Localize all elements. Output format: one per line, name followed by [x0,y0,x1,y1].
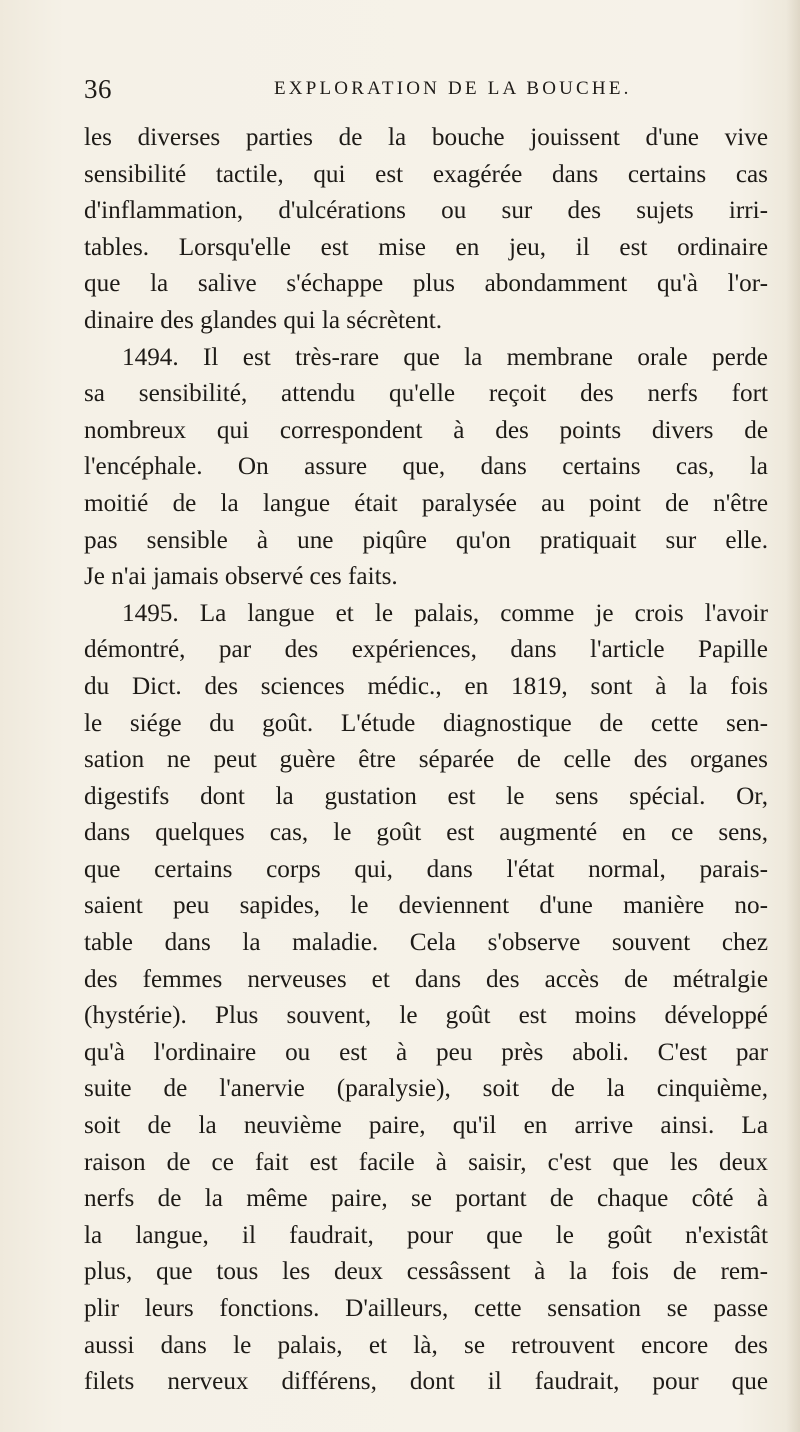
text-line: plus, que tous les deux cessâssent à la fois de rem- [84,1258,768,1286]
text-line: du Dict. des sciences médic., en 1819, sont à la fois [84,672,768,700]
text-line: soit de la neuvième paire, qu'il en arrive ainsi. La [84,1112,768,1140]
text-line: sa sensibilité, attendu qu'elle reçoit des nerfs fort [84,380,768,408]
running-head [84,74,740,104]
text-line: plir leurs fonctions. D'ailleurs, cette sensation se passe [84,1295,768,1322]
text-line: sensibilité tactile, qui est exagérée dans certains cas [84,160,768,188]
text-line: nerfs de la même paire, se portant de chaque côté à [84,1185,768,1213]
text-line: d'inflammation, d'ulcérations ou sur des sujets irri- [84,197,768,225]
text-line: l'encéphale. On assure que, dans certains cas, la [84,453,768,481]
text-line: table dans la maladie. Cela s'observe souvent chez [84,929,768,957]
text-line: qu'à l'ordinaire ou est à peu près aboli. C'est par [84,1038,768,1066]
text-line: suite de l'anervie (paralysie), soit de la cinquième, [84,1075,768,1103]
page-edge-shadow [786,0,800,1432]
body-text [84,120,768,1401]
text-line: la langue, il faudrait, pour que le goût n'existât [84,1221,768,1249]
text-line: aussi dans le palais, et là, se retrouvent encore des [84,1331,768,1359]
text-line: que certains corps qui, dans l'état normal, parais- [84,855,768,883]
text-line: Je n'ai jamais observé ces faits. [84,563,398,591]
text-line: moitié de la langue était paralysée au point de n'être [84,489,768,517]
text-line: dans quelques cas, le goût est augmenté en ce sens, [84,819,768,847]
text-line: que la salive s'échappe plus abondamment qu'à l'or- [84,270,768,298]
text-line: sation ne peut guère être séparée de celle des organes [84,746,768,774]
text-line: des femmes nerveuses et dans des accès de métralgie [84,965,768,993]
paragraph-1495-start: 1495. La langue et le palais, comme je crois l'avoir [122,599,768,627]
text-line: pas sensible à une piqûre qu'on pratiquait sur elle. [84,526,768,554]
text-line: dinaire des glandes qui la sécrètent. [84,306,443,334]
text-line: nombreux qui correspondent à des points divers de [84,416,768,444]
text-line: digestifs dont la gustation est le sens spécial. Or, [84,782,768,810]
page-number: 36 [84,74,112,104]
text-line: filets nerveux différens, dont il faudrait, pour que [84,1368,768,1396]
text-line: raison de ce fait est facile à saisir, c'est que les deux [84,1148,768,1176]
text-line: le siége du goût. L'étude diagnostique de cette sen- [84,709,768,737]
text-line: démontré, par des expériences, dans l'article Papille [84,636,768,664]
text-line: saient peu sapides, le deviennent d'une manière no- [84,892,768,920]
running-title: EXPLORATION DE LA BOUCHE. [274,78,632,99]
text-line: (hystérie). Plus souvent, le goût est moins développé [84,1002,768,1030]
text-line: tables. Lorsqu'elle est mise en jeu, il est ordinaire [84,233,768,261]
text-line: les diverses parties de la bouche jouissent d'une vive [84,124,768,151]
paragraph-1494-start: 1494. Il est très-rare que la membrane orale perde [122,343,768,371]
